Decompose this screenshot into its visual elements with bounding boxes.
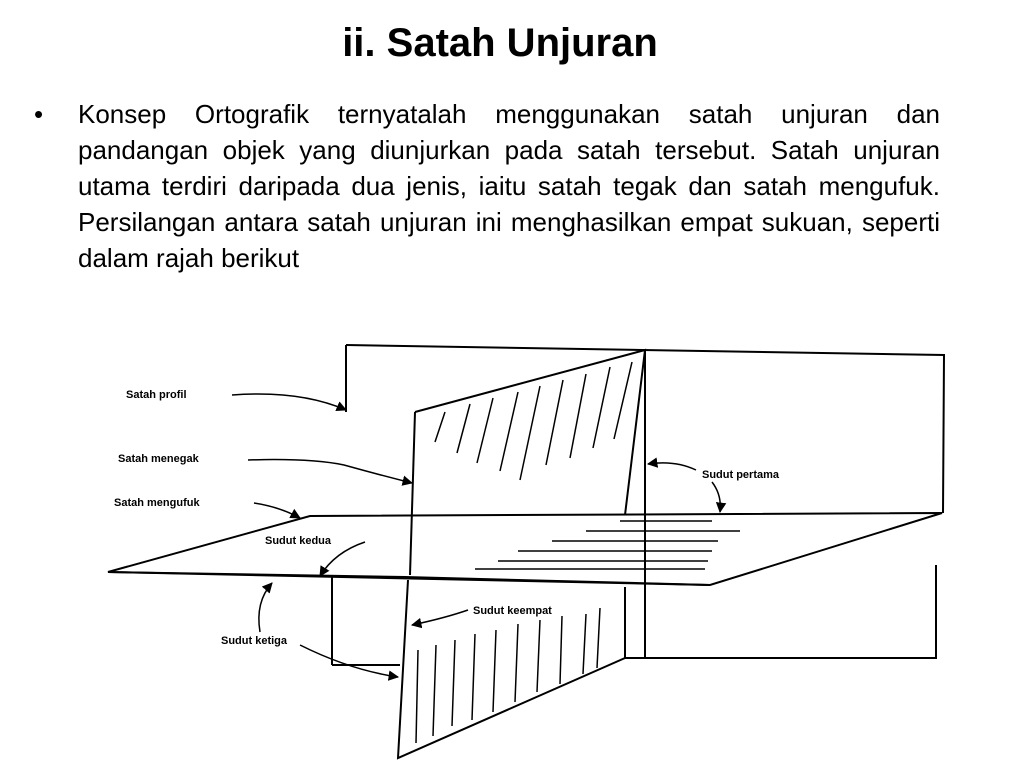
arrow-sudut-pertama-up xyxy=(648,463,696,470)
label-sudut-keempat: Sudut keempat xyxy=(473,605,552,617)
projection-planes-diagram xyxy=(100,340,950,760)
hatch-lower-profile xyxy=(416,608,600,743)
label-sudut-ketiga: Sudut ketiga xyxy=(221,635,288,647)
horizontal-axis xyxy=(108,572,710,585)
label-satah-profil: Satah profil xyxy=(126,389,187,401)
slide-title: ii. Satah Unjuran xyxy=(342,21,658,65)
label-satah-mengufuk: Satah mengufuk xyxy=(114,497,200,509)
arrow-satah-menegak xyxy=(248,460,412,483)
label-sudut-pertama: Sudut pertama xyxy=(702,469,780,481)
arrow-satah-profil xyxy=(232,394,346,410)
bullet-paragraph: Konsep Ortografik ternyatalah menggunakan satah unjuran dan pandangan objek yang diunjurkan pada satah tersebut. Satah unjuran utama terdiri daripada dua jenis, iaitu satah tegak dan satah mengufuk. Persilangan antara satah unjuran ini menghasilkan empat sukuan, seperti dalam rajah berikut xyxy=(78,99,940,273)
arrow-sudut-ketiga-up xyxy=(259,583,272,632)
vertical-plane-lower-right xyxy=(625,565,936,658)
arrow-sudut-kedua xyxy=(320,542,365,576)
arrow-sudut-ketiga-right xyxy=(300,645,398,677)
label-satah-menegak: Satah menegak xyxy=(118,453,199,465)
arrow-satah-mengufuk xyxy=(254,503,300,518)
arrow-sudut-pertama-down xyxy=(712,482,720,512)
hatch-horizontal-plane xyxy=(475,521,740,569)
label-sudut-kedua: Sudut kedua xyxy=(265,535,332,547)
profile-plane-upper-left-edge xyxy=(410,412,415,575)
bullet-item xyxy=(34,96,940,276)
bullet-point-icon: • xyxy=(34,99,44,129)
arrow-sudut-keempat xyxy=(412,610,468,625)
